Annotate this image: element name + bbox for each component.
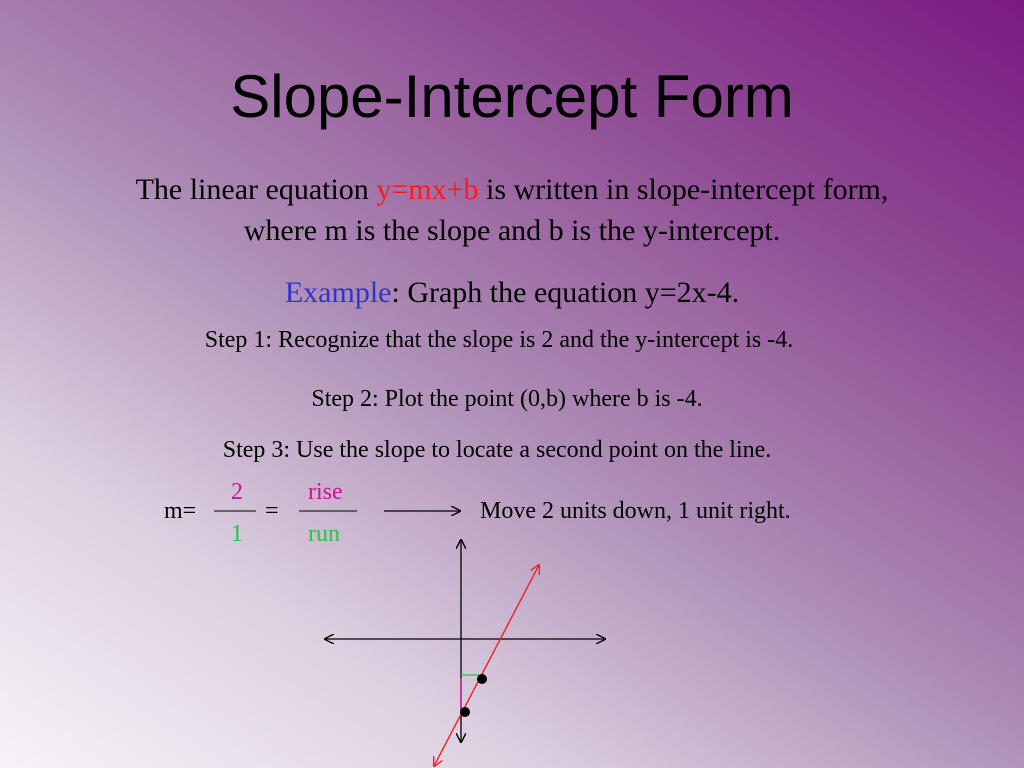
run-label: run [308, 521, 340, 547]
slope-equals: = [265, 498, 279, 524]
intro-line-2: where m is the slope and b is the y-intercept. [243, 214, 781, 247]
slope-denominator: 1 [231, 521, 243, 547]
step-1: Step 1: Recognize that the slope is 2 and the y-intercept is -4. [204, 327, 794, 353]
graph-line [434, 565, 539, 766]
step-2: Step 2: Plot the point (0,b) where b is -4. [311, 386, 703, 412]
step-3: Step 3: Use the slope to locate a second point on the line. [222, 437, 772, 463]
intro-text-after: is written in slope-intercept form, [478, 173, 889, 206]
slope-numerator: 2 [231, 479, 243, 505]
second-point [477, 674, 487, 684]
equation-highlight: y=mx+b [376, 173, 479, 206]
example-label: Example [284, 276, 392, 309]
rise-label: rise [308, 479, 343, 505]
intro-text-before: The linear equation [135, 173, 377, 206]
y-intercept-point [460, 707, 470, 717]
slope-instruction: Move 2 units down, 1 unit right. [480, 498, 791, 524]
slide-title: Slope-Intercept Form [230, 63, 794, 130]
slope-m-label: m= [164, 498, 197, 524]
example-text: : Graph the equation y=2x-4. [391, 276, 740, 309]
